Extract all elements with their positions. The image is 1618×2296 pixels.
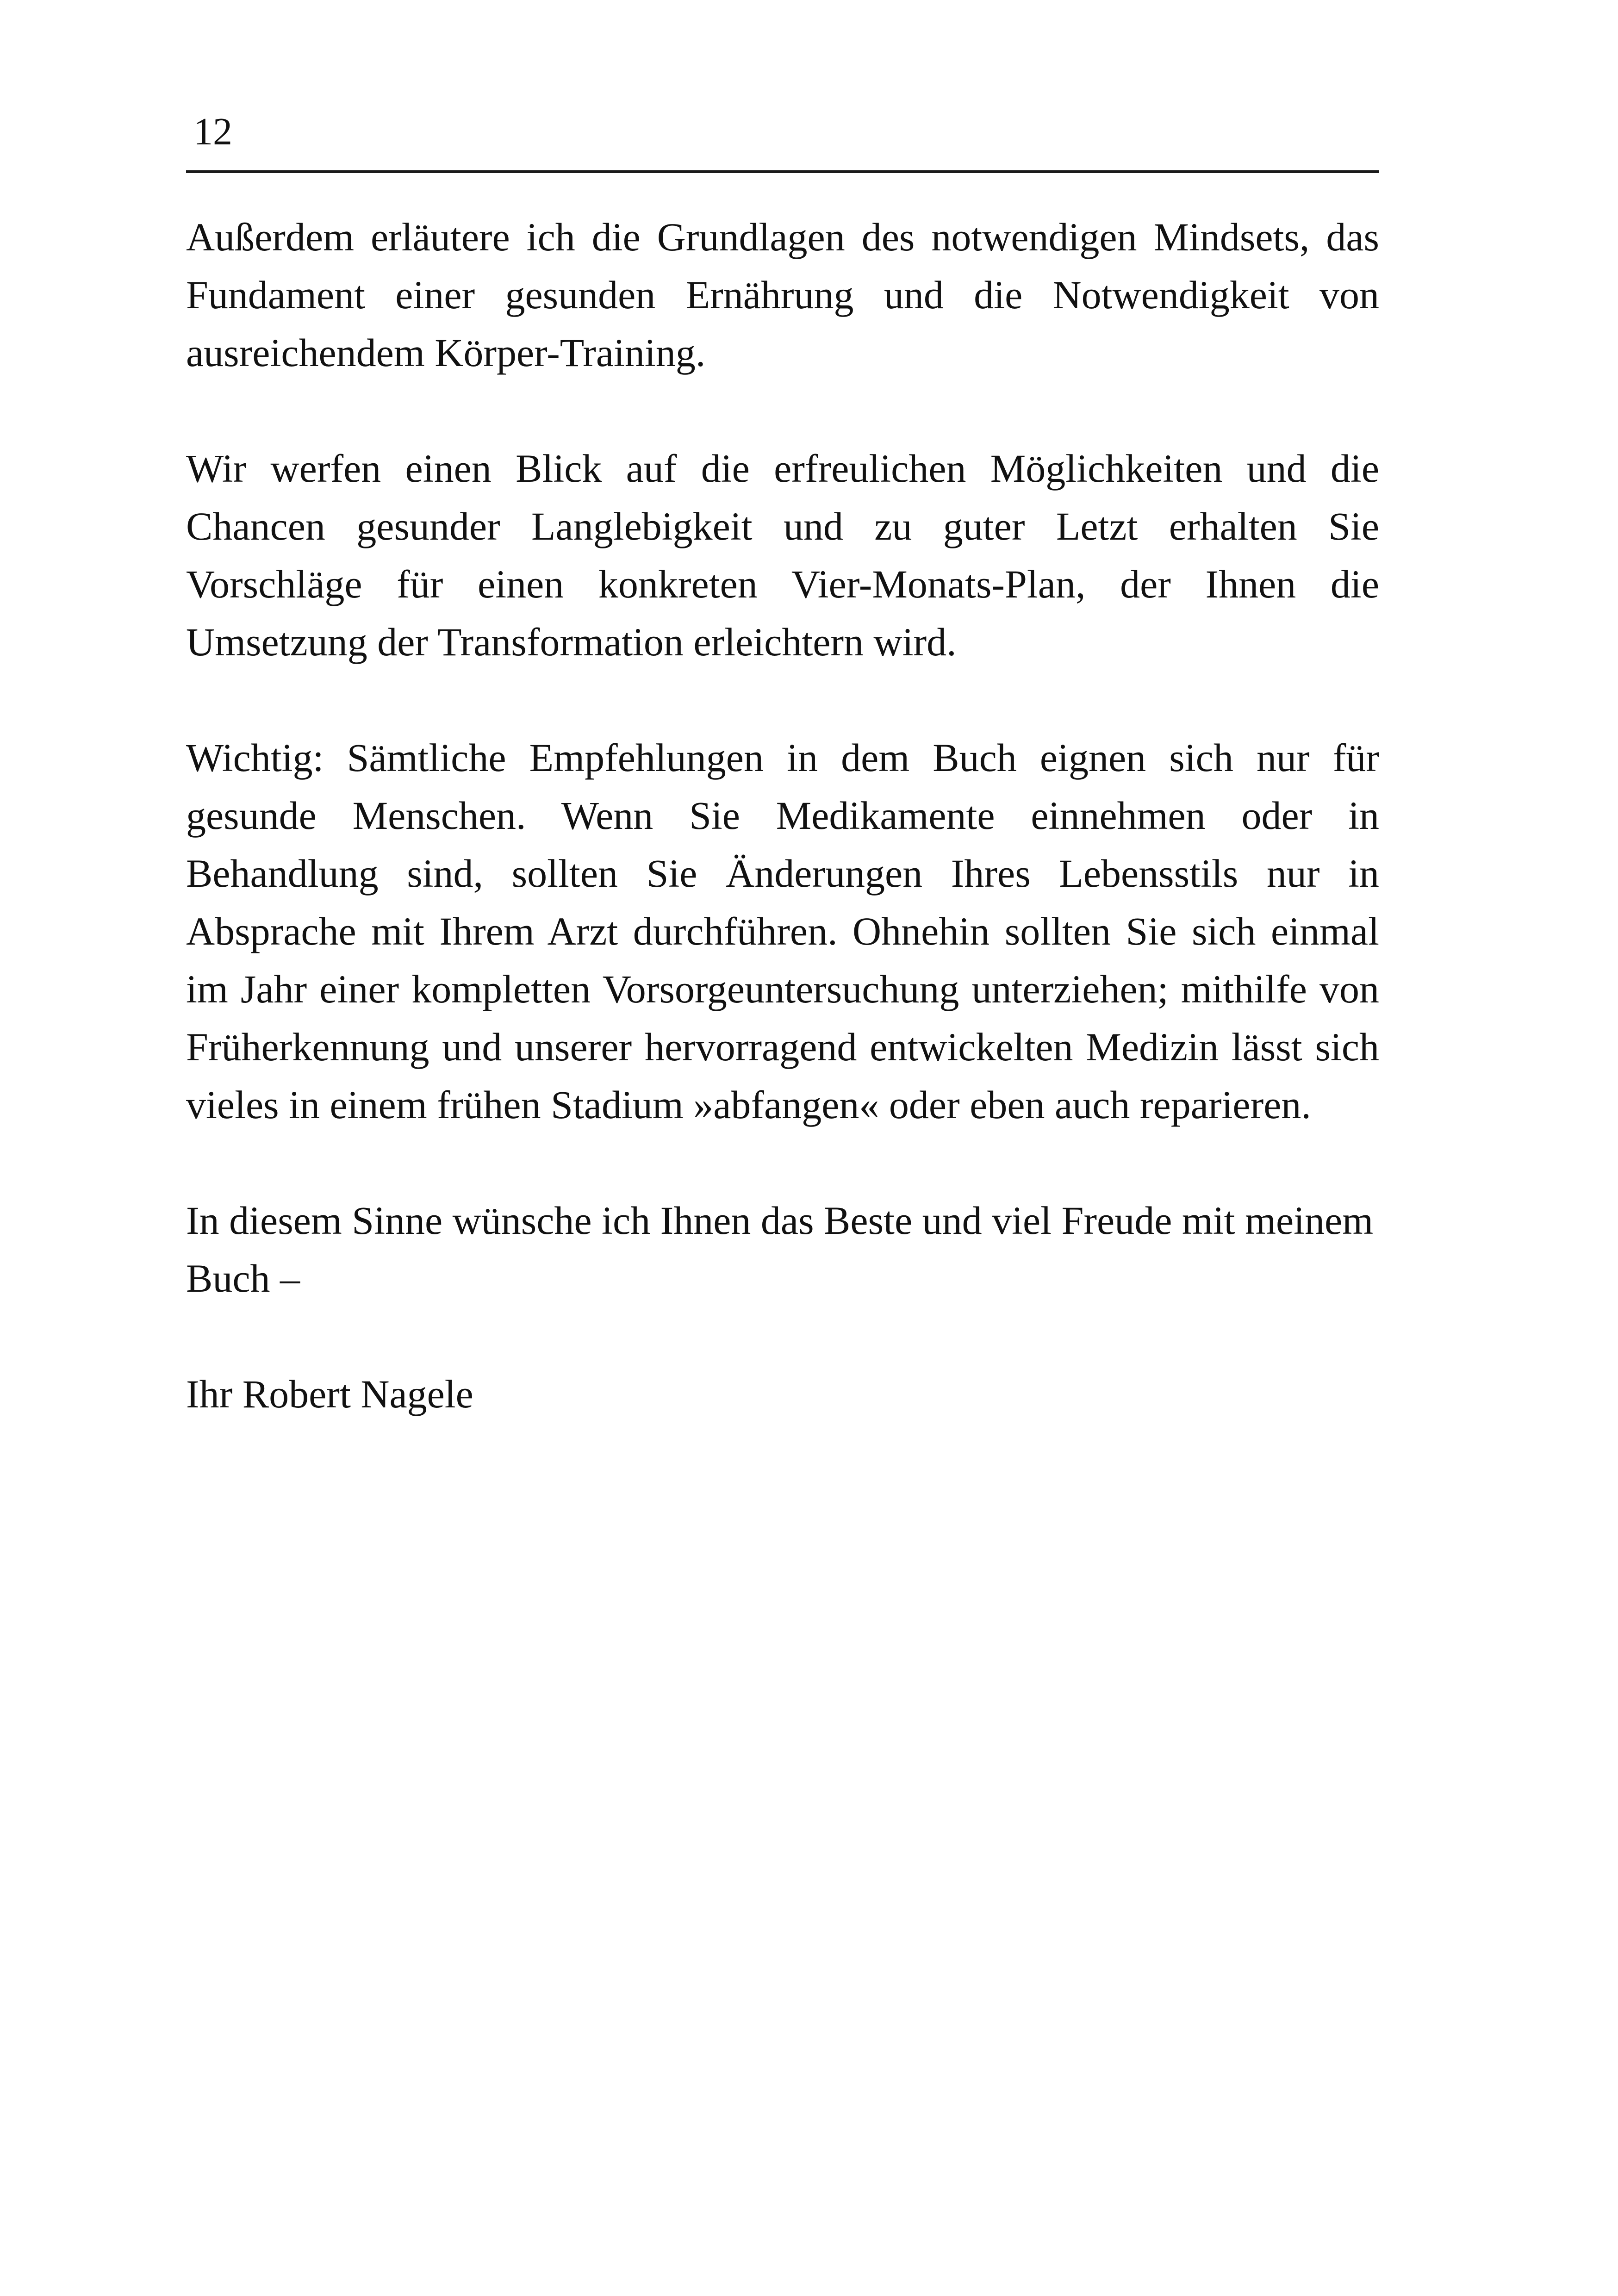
header-rule (186, 170, 1379, 173)
page-number: 12 (193, 110, 232, 153)
paragraph-outlook: Wir werfen einen Blick auf die erfreulichen Möglichkeiten und die Chancen gesunder Langlebigkeit und zu guter Letzt erhalten Sie Vorschläge für einen konkreten Vier-Monats-Plan, der Ihnen die Umsetzung der Transformation erleichtern wird. (186, 446, 1379, 664)
body-text (186, 208, 1379, 1423)
paragraph-closing: In diesem Sinne wünsche ich Ihnen das Beste und viel Freude mit meinem Buch – (186, 1198, 1374, 1300)
signature-line: Ihr Robert Nagele (186, 1372, 473, 1416)
paragraph-intro: Außerdem erläutere ich die Grundlagen des notwendigen Mindsets, das Fundament einer gesunden Ernährung und die Notwendigkeit von ausreichendem Körper-Training. (186, 215, 1379, 375)
paragraph-disclaimer: Wichtig: Sämtliche Empfehlungen in dem Buch eignen sich nur für gesunde Menschen. Wenn Sie Medikamente einnehmen oder in Behandlung sind, sollten Sie Änderungen Ihres Lebensstils nur in Absprache mit Ihrem Arzt durchführen. Ohnehin sollten Sie sich einmal im Jahr einer kompletten Vorsorgeuntersuchung unterziehen; mithilfe von Früherkennung und unserer hervorragend entwickelten Medizin lässt sich vieles in einem frühen Stadium »abfangen« oder eben auch reparieren. (186, 735, 1379, 1127)
